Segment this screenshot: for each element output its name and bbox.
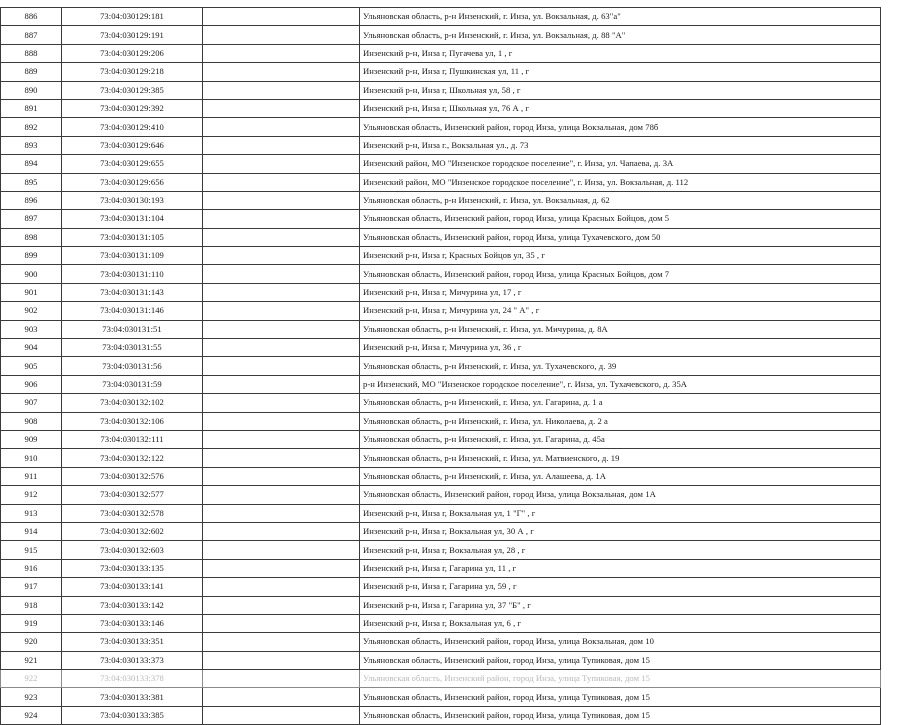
- address-cell: р-н Инзенский, МО "Инзенское городское поселение", г. Инза, ул. Тухачевского, д. 35А: [360, 375, 881, 393]
- row-number-cell: 905: [1, 357, 62, 375]
- address-cell: Инзенский р-н, Инза г, Пугачева ул, 1 , г: [360, 44, 881, 62]
- row-number-cell: 911: [1, 467, 62, 485]
- address-cell: Инзенский р-н, Инза г, Вокзальная ул, 30 А , г: [360, 522, 881, 540]
- cadastral-number-cell: 73:04:030129:655: [62, 155, 203, 173]
- cadastral-number-cell: 73:04:030133:385: [62, 706, 203, 724]
- empty-cell: [203, 522, 360, 540]
- table-row: [1, 99, 881, 117]
- cadastral-number-cell: 73:04:030131:146: [62, 302, 203, 320]
- address-cell: Ульяновская область, р-н Инзенский, г. Инза, ул. Николаева, д. 2 а: [360, 412, 881, 430]
- registry-table: [0, 7, 881, 725]
- row-number-cell: 916: [1, 559, 62, 577]
- cadastral-number-cell: 73:04:030132:577: [62, 486, 203, 504]
- address-cell: Ульяновская область, р-н Инзенский, г. Инза, ул. Гагарина, д. 1 а: [360, 394, 881, 412]
- row-number-cell: 907: [1, 394, 62, 412]
- cadastral-number-cell: 73:04:030132:106: [62, 412, 203, 430]
- table-row: [1, 670, 881, 688]
- row-number-cell: 894: [1, 155, 62, 173]
- table-row: [1, 265, 881, 283]
- empty-cell: [203, 339, 360, 357]
- empty-cell: [203, 614, 360, 632]
- empty-cell: [203, 81, 360, 99]
- row-number-cell: 902: [1, 302, 62, 320]
- address-cell: Инзенский р-н, Инза г, Вокзальная ул, 1 "Г" , г: [360, 504, 881, 522]
- row-number-cell: 922: [1, 670, 62, 688]
- table-row: [1, 486, 881, 504]
- cadastral-number-cell: 73:04:030131:59: [62, 375, 203, 393]
- empty-cell: [203, 357, 360, 375]
- row-number-cell: 919: [1, 614, 62, 632]
- empty-cell: [203, 8, 360, 26]
- cadastral-number-cell: 73:04:030133:373: [62, 651, 203, 669]
- row-number-cell: 891: [1, 99, 62, 117]
- row-number-cell: 889: [1, 63, 62, 81]
- address-cell: Инзенский р-н, Инза г, Мичурина ул, 24 " А" , г: [360, 302, 881, 320]
- row-number-cell: 921: [1, 651, 62, 669]
- cadastral-number-cell: 73:04:030129:206: [62, 44, 203, 62]
- cadastral-number-cell: 73:04:030132:102: [62, 394, 203, 412]
- address-cell: Инзенский р-н, Инза г, Пушкинская ул, 11 , г: [360, 63, 881, 81]
- empty-cell: [203, 375, 360, 393]
- empty-cell: [203, 467, 360, 485]
- table-row: [1, 449, 881, 467]
- empty-cell: [203, 320, 360, 338]
- row-number-cell: 918: [1, 596, 62, 614]
- row-number-cell: 908: [1, 412, 62, 430]
- cadastral-number-cell: 73:04:030132:122: [62, 449, 203, 467]
- table-row: [1, 688, 881, 706]
- row-number-cell: 900: [1, 265, 62, 283]
- address-cell: Инзенский р-н, Инза г, Мичурина ул, 36 , г: [360, 339, 881, 357]
- address-cell: Ульяновская область, р-н Инзенский, г. Инза, ул. Матвиенского, д. 19: [360, 449, 881, 467]
- empty-cell: [203, 486, 360, 504]
- cadastral-number-cell: 73:04:030129:656: [62, 173, 203, 191]
- table-row: [1, 467, 881, 485]
- row-number-cell: 906: [1, 375, 62, 393]
- cadastral-number-cell: 73:04:030132:578: [62, 504, 203, 522]
- empty-cell: [203, 26, 360, 44]
- empty-cell: [203, 44, 360, 62]
- row-number-cell: 912: [1, 486, 62, 504]
- cadastral-number-cell: 73:04:030129:410: [62, 118, 203, 136]
- row-number-cell: 913: [1, 504, 62, 522]
- empty-cell: [203, 412, 360, 430]
- empty-cell: [203, 449, 360, 467]
- cadastral-number-cell: 73:04:030131:51: [62, 320, 203, 338]
- address-cell: Ульяновская область, р-н Инзенский, г. Инза, ул. Гагарина, д. 45а: [360, 430, 881, 448]
- empty-cell: [203, 155, 360, 173]
- table-row: [1, 320, 881, 338]
- address-cell: Инзенский р-н, Инза г, Гагарина ул, 37 "Б" , г: [360, 596, 881, 614]
- address-cell: Ульяновская область, Инзенский район, город Инза, улица Вокзальная, дом 78б: [360, 118, 881, 136]
- empty-cell: [203, 394, 360, 412]
- table-row: [1, 633, 881, 651]
- empty-cell: [203, 210, 360, 228]
- address-cell: Ульяновская область, Инзенский район, город Инза, улица Тупиковая, дом 15: [360, 670, 881, 688]
- row-number-cell: 893: [1, 136, 62, 154]
- empty-cell: [203, 265, 360, 283]
- registry-table-body: [1, 8, 881, 725]
- row-number-cell: 910: [1, 449, 62, 467]
- table-row: [1, 651, 881, 669]
- empty-cell: [203, 283, 360, 301]
- empty-cell: [203, 173, 360, 191]
- table-row: [1, 63, 881, 81]
- table-row: [1, 8, 881, 26]
- cadastral-number-cell: 73:04:030131:56: [62, 357, 203, 375]
- address-cell: Инзенский р-н, Инза г, Вокзальная ул, 6 , г: [360, 614, 881, 632]
- cadastral-number-cell: 73:04:030132:576: [62, 467, 203, 485]
- address-cell: Инзенский р-н, Инза г, Вокзальная ул, 28 , г: [360, 541, 881, 559]
- empty-cell: [203, 430, 360, 448]
- cadastral-number-cell: 73:04:030131:55: [62, 339, 203, 357]
- table-row: [1, 228, 881, 246]
- empty-cell: [203, 302, 360, 320]
- address-cell: Ульяновская область, Инзенский район, город Инза, улица Вокзальная, дом 10: [360, 633, 881, 651]
- row-number-cell: 895: [1, 173, 62, 191]
- row-number-cell: 917: [1, 578, 62, 596]
- empty-cell: [203, 99, 360, 117]
- cadastral-number-cell: 73:04:030132:602: [62, 522, 203, 540]
- table-row: [1, 26, 881, 44]
- empty-cell: [203, 706, 360, 724]
- address-cell: Инзенский р-н, Инза г, Красных Бойцов ул, 35 , г: [360, 247, 881, 265]
- table-row: [1, 210, 881, 228]
- row-number-cell: 890: [1, 81, 62, 99]
- row-number-cell: 886: [1, 8, 62, 26]
- empty-cell: [203, 247, 360, 265]
- address-cell: Ульяновская область, р-н Инзенский, г. Инза, ул. Вокзальная, д. 63"а": [360, 8, 881, 26]
- table-row: [1, 44, 881, 62]
- cadastral-number-cell: 73:04:030130:193: [62, 191, 203, 209]
- table-row: [1, 596, 881, 614]
- address-cell: Ульяновская область, Инзенский район, город Инза, улица Красных Бойцов, дом 7: [360, 265, 881, 283]
- table-row: [1, 522, 881, 540]
- address-cell: Ульяновская область, Инзенский район, город Инза, улица Тухачевского, дом 50: [360, 228, 881, 246]
- table-row: [1, 412, 881, 430]
- row-number-cell: 920: [1, 633, 62, 651]
- table-row: [1, 173, 881, 191]
- row-number-cell: 923: [1, 688, 62, 706]
- cadastral-number-cell: 73:04:030133:142: [62, 596, 203, 614]
- table-row: [1, 155, 881, 173]
- empty-cell: [203, 651, 360, 669]
- table-row: [1, 118, 881, 136]
- cadastral-number-cell: 73:04:030133:381: [62, 688, 203, 706]
- address-cell: Ульяновская область, р-н Инзенский, г. Инза, ул. Мичурина, д. 8А: [360, 320, 881, 338]
- table-row: [1, 375, 881, 393]
- address-cell: Инзенский р-н, Инза г, Мичурина ул, 17 , г: [360, 283, 881, 301]
- row-number-cell: 896: [1, 191, 62, 209]
- table-row: [1, 430, 881, 448]
- cadastral-number-cell: 73:04:030131:109: [62, 247, 203, 265]
- cadastral-number-cell: 73:04:030133:135: [62, 559, 203, 577]
- empty-cell: [203, 633, 360, 651]
- cadastral-number-cell: 73:04:030133:141: [62, 578, 203, 596]
- address-cell: Ульяновская область, Инзенский район, город Инза, улица Красных Бойцов, дом 5: [360, 210, 881, 228]
- table-row: [1, 283, 881, 301]
- cadastral-number-cell: 73:04:030131:143: [62, 283, 203, 301]
- table-row: [1, 504, 881, 522]
- table-row: [1, 136, 881, 154]
- table-row: [1, 357, 881, 375]
- address-cell: Инзенский район, МО "Инзенское городское поселение", г. Инза, ул. Чапаева, д. 3А: [360, 155, 881, 173]
- table-row: [1, 578, 881, 596]
- address-cell: Ульяновская область, Инзенский район, город Инза, улица Тупиковая, дом 15: [360, 706, 881, 724]
- row-number-cell: 909: [1, 430, 62, 448]
- empty-cell: [203, 541, 360, 559]
- cadastral-number-cell: 73:04:030129:385: [62, 81, 203, 99]
- cadastral-number-cell: 73:04:030133:351: [62, 633, 203, 651]
- table-row: [1, 394, 881, 412]
- address-cell: Ульяновская область, р-н Инзенский, г. Инза, ул. Вокзальная, д. 88 "А": [360, 26, 881, 44]
- row-number-cell: 924: [1, 706, 62, 724]
- address-cell: Ульяновская область, р-н Инзенский, г. Инза, ул. Вокзальная, д. 62: [360, 191, 881, 209]
- empty-cell: [203, 228, 360, 246]
- address-cell: Инзенский район, МО "Инзенское городское поселение", г. Инза, ул. Вокзальная, д. 112: [360, 173, 881, 191]
- table-row: [1, 541, 881, 559]
- row-number-cell: 892: [1, 118, 62, 136]
- document-page: [0, 7, 880, 725]
- cadastral-number-cell: 73:04:030132:111: [62, 430, 203, 448]
- table-row: [1, 614, 881, 632]
- row-number-cell: 915: [1, 541, 62, 559]
- table-row: [1, 81, 881, 99]
- cadastral-number-cell: 73:04:030132:603: [62, 541, 203, 559]
- address-cell: Ульяновская область, Инзенский район, город Инза, улица Вокзальная, дом 1А: [360, 486, 881, 504]
- cadastral-number-cell: 73:04:030129:392: [62, 99, 203, 117]
- empty-cell: [203, 670, 360, 688]
- table-row: [1, 302, 881, 320]
- address-cell: Инзенский р-н, Инза г, Школьная ул, 76 А , г: [360, 99, 881, 117]
- address-cell: Ульяновская область, р-н Инзенский, г. Инза, ул. Тухачевского, д. 39: [360, 357, 881, 375]
- address-cell: Ульяновская область, Инзенский район, город Инза, улица Тупиковая, дом 15: [360, 688, 881, 706]
- address-cell: Инзенский р-н, Инза г, Гагарина ул, 11 , г: [360, 559, 881, 577]
- empty-cell: [203, 504, 360, 522]
- cadastral-number-cell: 73:04:030131:110: [62, 265, 203, 283]
- address-cell: Инзенский р-н, Инза г., Вокзальная ул., д. 73: [360, 136, 881, 154]
- empty-cell: [203, 578, 360, 596]
- address-cell: Инзенский р-н, Инза г, Школьная ул, 58 , г: [360, 81, 881, 99]
- address-cell: Инзенский р-н, Инза г, Гагарина ул, 59 , г: [360, 578, 881, 596]
- empty-cell: [203, 191, 360, 209]
- row-number-cell: 901: [1, 283, 62, 301]
- empty-cell: [203, 688, 360, 706]
- table-row: [1, 339, 881, 357]
- empty-cell: [203, 118, 360, 136]
- cadastral-number-cell: 73:04:030129:181: [62, 8, 203, 26]
- empty-cell: [203, 559, 360, 577]
- row-number-cell: 903: [1, 320, 62, 338]
- empty-cell: [203, 63, 360, 81]
- row-number-cell: 888: [1, 44, 62, 62]
- row-number-cell: 914: [1, 522, 62, 540]
- cadastral-number-cell: 73:04:030129:191: [62, 26, 203, 44]
- cadastral-number-cell: 73:04:030129:218: [62, 63, 203, 81]
- cadastral-number-cell: 73:04:030133:146: [62, 614, 203, 632]
- table-row: [1, 559, 881, 577]
- row-number-cell: 904: [1, 339, 62, 357]
- cadastral-number-cell: 73:04:030131:104: [62, 210, 203, 228]
- address-cell: Ульяновская область, Инзенский район, город Инза, улица Тупиковая, дом 15: [360, 651, 881, 669]
- row-number-cell: 899: [1, 247, 62, 265]
- row-number-cell: 897: [1, 210, 62, 228]
- cadastral-number-cell: 73:04:030131:105: [62, 228, 203, 246]
- empty-cell: [203, 596, 360, 614]
- table-row: [1, 191, 881, 209]
- address-cell: Ульяновская область, р-н Инзенский, г. Инза, ул. Алашеева, д. 1А: [360, 467, 881, 485]
- table-row: [1, 247, 881, 265]
- cadastral-number-cell: 73:04:030129:646: [62, 136, 203, 154]
- row-number-cell: 887: [1, 26, 62, 44]
- row-number-cell: 898: [1, 228, 62, 246]
- cadastral-number-cell: 73:04:030133:378: [62, 670, 203, 688]
- table-row: [1, 706, 881, 724]
- empty-cell: [203, 136, 360, 154]
